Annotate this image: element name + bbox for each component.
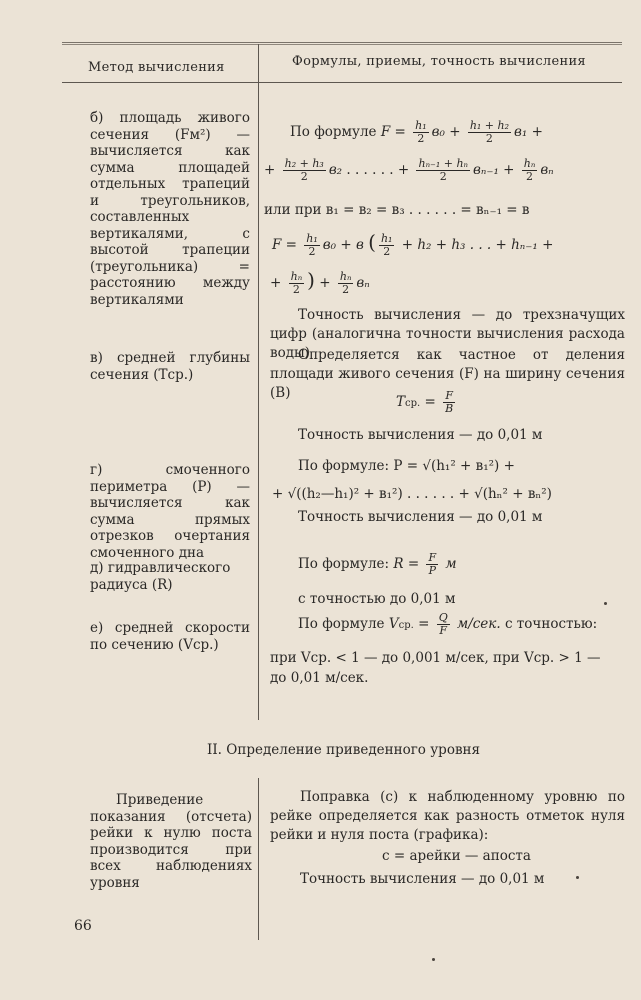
depth-formula: Tср. = $\frac{F}{B}$ <box>396 389 454 415</box>
print-speck <box>432 958 435 961</box>
section-2-title: II. Определение приведенного уровня <box>207 742 481 758</box>
velocity-formula-1: По формуле Vср. = $\frac{Q}{F}$ м/сек. с точностью: <box>298 611 598 637</box>
radius-formula: По формуле: R = $\frac{F}{P}$ м <box>298 551 457 577</box>
area-label: б) площадь живого сечения (Fм²) — вычисляется как сумма площадей отдельных трапеций и треугольников, составленных вертикалями, с высотой трапеции (треугольника) = расстоянию между вертикалями <box>90 110 250 308</box>
radius-precision: с точностью до 0,01 м <box>298 591 456 607</box>
section-2-formula: с = aрейки — aпоста <box>382 848 531 864</box>
depth-precision: Точность вычисления — до 0,01 м <box>298 427 543 443</box>
column-divider-top <box>258 82 259 720</box>
section-2-text: Поправка (с) к наблюденному уровню по рейке определяется как разность отметок нуля рейки и нуля поста (графика): <box>270 789 625 843</box>
velocity-formula-2: при Vср. < 1 — до 0,001 м/сек, при Vср. > 1 — <box>270 650 601 666</box>
section-2-label: Приведение показания (отсчета) рейки к нулю поста производится при всех наблюдениях уровня <box>90 792 252 891</box>
perimeter-formula-1: По формуле: P = √(h₁² + в₁²) + <box>298 458 515 474</box>
area-formula-2: + $\frac{\text{h₂ + h₃}}{2}$ в₂ . . . . . . + $\frac{\text{hₙ₋₁ + hₙ}}{2}$ вₙ₋₁ + $\frac{\text{hₙ}}{2}$ вₙ <box>264 157 554 183</box>
area-formula-1: По формуле F = $\frac{\text{h₁}}{2}$ в₀ + $\frac{\text{h₁ + h₂}}{2}$ в₁ + <box>290 119 543 145</box>
column-divider-bottom <box>258 778 259 940</box>
velocity-label: е) средней скорости по сечению (Vср.) <box>90 620 250 653</box>
header-rule-top-2 <box>62 44 622 45</box>
section-2-precision: Точность вычисления — до 0,01 м <box>300 871 545 887</box>
print-speck <box>576 876 579 879</box>
area-precision: Точность вычисления — до трехзначущих цифр (аналогична точности вычисления расхода воды) <box>270 307 625 361</box>
print-speck <box>604 602 607 605</box>
velocity-formula-3: до 0,01 м/сек. <box>270 670 369 686</box>
perimeter-precision: Точность вычисления — до 0,01 м <box>298 509 543 525</box>
header-rule-top <box>62 42 622 43</box>
header-right: Формулы, приемы, точность вычисления <box>292 54 586 69</box>
perimeter-formula-2: + √((h₂—h₁)² + в₁²) . . . . . . + √(hₙ² + вₙ²) <box>272 486 552 502</box>
header-rule-bottom <box>62 82 622 83</box>
area-formula-5: + $\frac{\text{hₙ}}{2}$ ) + $\frac{\text{hₙ}}{2}$ вₙ <box>270 268 370 296</box>
depth-text: Определяется как частное от деления площади живого сечения (F) на ширину сечения (B) <box>270 347 625 401</box>
perimeter-label: г) смоченного периметра (P) — вычисляется как сумма прямых отрезков очертания смоченного дна <box>90 462 250 561</box>
area-formula-3: или при в₁ = в₂ = в₃ . . . . . . = вₙ₋₁ = в <box>264 202 530 218</box>
header-column-divider <box>258 44 259 82</box>
radius-label: д) гидравлического радиуса (R) <box>90 560 231 593</box>
header-left: Метод вычисления <box>88 60 225 75</box>
page-number: 66 <box>74 918 92 934</box>
depth-label: в) средней глубины сечения (Tср.) <box>90 350 250 383</box>
area-formula-4: F = $\frac{\text{h₁}}{2}$ в₀ + в ( $\frac{\text{h₁}}{2}$ + h₂ + h₃ . . . + hₙ₋₁ + <box>272 230 554 258</box>
